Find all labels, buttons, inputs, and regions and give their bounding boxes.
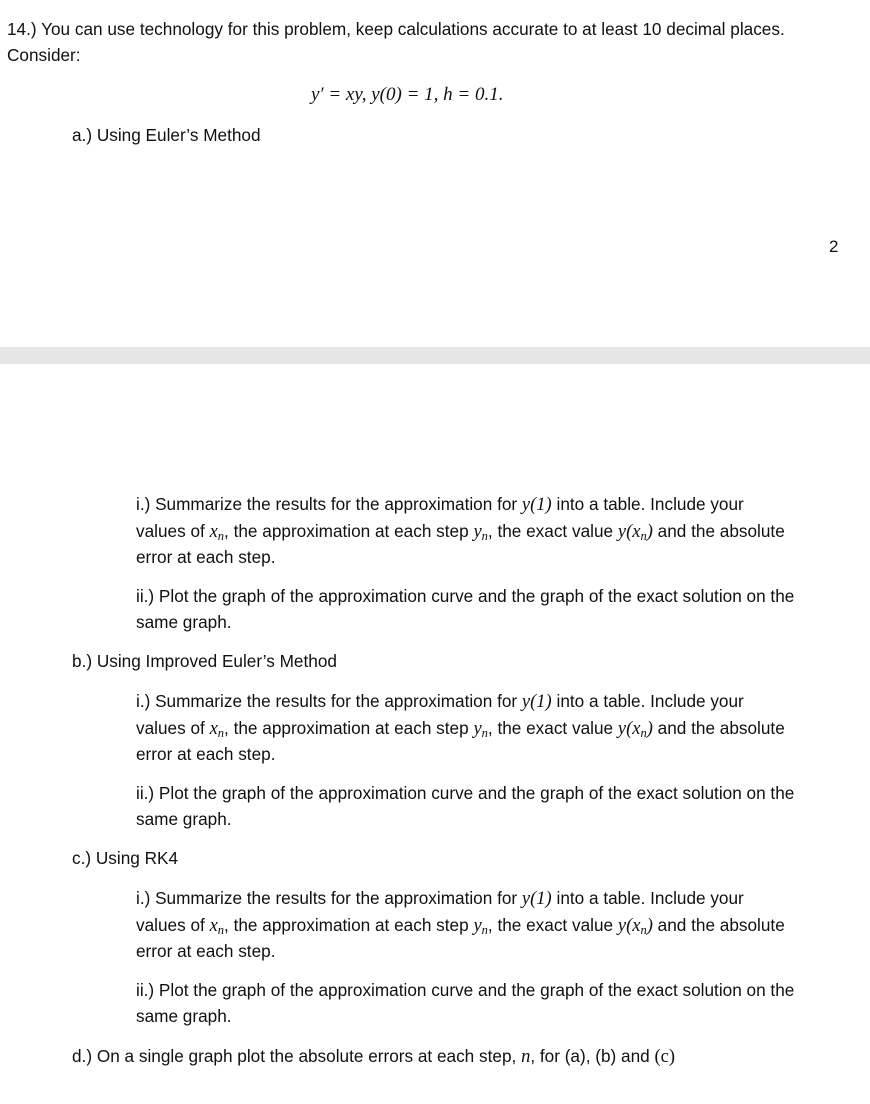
n-math: n [521, 1047, 531, 1067]
yn-math: $y_n$ [473, 521, 488, 543]
part-b-i-line-1: i.) Summarize the results for the approximation for y(1) into a table. Include your [136, 691, 744, 712]
part-c-i-line-3: error at each step. [136, 941, 276, 961]
problem-statement [7, 17, 785, 68]
c-math: (c) [654, 1047, 676, 1067]
xn-math: $x_n$ [209, 521, 225, 543]
part-c-heading: c.) Using RK4 [72, 848, 179, 868]
part-b-heading: b.) Using Improved Euler’s Method [72, 651, 337, 671]
intro-line-1: 14.) You can use technology for this problem, keep calculations accurate to at least 10 decimal places. [7, 19, 785, 39]
part-a-heading: a.) Using Euler’s Method [72, 125, 261, 145]
part-a-i-line-1: i.) Summarize the results for the approximation for y(1) into a table. Include your [136, 494, 744, 515]
part-a-i-line-3: error at each step. [136, 547, 276, 567]
part-c-item-ii: ii.) Plot the graph of the approximation curve and the graph of the exact solution on the same graph. [136, 980, 795, 1026]
part-c-item-i [136, 886, 785, 965]
part-a-i-line-2: values of $x_n$, the approximation at each step $y_n$, the exact value $y(x_n)$ and the absolute [136, 520, 785, 543]
yn-math: $y_n$ [473, 718, 488, 740]
exact-math: $y(x_n)$ [617, 915, 653, 937]
part-a-item-ii: ii.) Plot the graph of the approximation curve and the graph of the exact solution on the same graph. [136, 586, 795, 632]
part-b-i-line-2: values of $x_n$, the approximation at each step $y_n$, the exact value $y(x_n)$ and the absolute [136, 717, 785, 740]
part-d-text: d.) On a single graph plot the absolute errors at each step, n, for (a), (b) and (c) [72, 1046, 676, 1067]
exact-math: $y(x_n)$ [617, 718, 653, 740]
xn-math: $x_n$ [209, 915, 225, 937]
xn-math: $x_n$ [209, 718, 225, 740]
page-number: 2 [829, 237, 839, 256]
part-b-item-ii: ii.) Plot the graph of the approximation curve and the graph of the exact solution on the same graph. [136, 783, 795, 829]
part-c-i-line-1: i.) Summarize the results for the approximation for y(1) into a table. Include your [136, 888, 744, 909]
y1-math: y(1) [521, 692, 552, 712]
part-a-item-i [136, 492, 785, 571]
intro-line-2: Consider: [7, 44, 81, 65]
part-b-item-i [136, 689, 785, 768]
y1-math: y(1) [521, 495, 552, 515]
part-b-i-line-3: error at each step. [136, 744, 276, 764]
part-c-i-line-2: values of $x_n$, the approximation at each step $y_n$, the exact value $y(x_n)$ and the absolute [136, 914, 785, 937]
page-separator [0, 347, 870, 364]
y1-math: y(1) [521, 889, 552, 909]
differential-equation: y′ = xy, y(0) = 1, h = 0.1. [311, 84, 504, 105]
yn-math: $y_n$ [473, 915, 488, 937]
exact-math: $y(x_n)$ [617, 521, 653, 543]
